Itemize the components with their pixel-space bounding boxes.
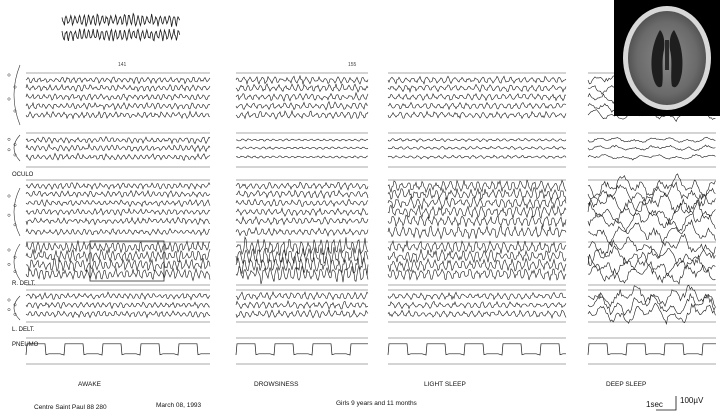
eeg-trace-light-sleep <box>388 188 566 200</box>
r-delt-label: R. DELT. <box>12 281 36 287</box>
eeg-trace-drowsiness <box>236 156 368 159</box>
amplitude-scale-label: 100µV <box>680 396 704 405</box>
eeg-trace-awake <box>26 85 210 92</box>
eeg-trace-drowsiness <box>236 76 368 84</box>
eeg-trace-light-sleep <box>388 112 566 119</box>
date-caption: March 08, 1993 <box>156 402 202 409</box>
eeg-trace-light-sleep <box>388 269 566 281</box>
eeg-trace-light-sleep <box>388 301 566 308</box>
eeg-trace-light-sleep <box>388 94 566 101</box>
eeg-trace-deep-sleep <box>588 262 715 284</box>
eeg-trace-light-sleep <box>388 139 566 142</box>
electrode-dot <box>8 98 10 100</box>
eeg-trace-drowsiness <box>236 292 368 300</box>
electrode-dot <box>8 299 10 301</box>
pneumo-trace-light-sleep <box>388 344 566 355</box>
eeg-trace-awake <box>26 311 210 318</box>
state-label-deep-sleep: DEEP SLEEP <box>606 381 647 388</box>
state-label-drowsiness: DROWSINESS <box>254 381 299 388</box>
eeg-trace-awake <box>26 191 210 198</box>
eeg-trace-drowsiness <box>236 139 368 141</box>
eeg-trace-light-sleep <box>388 197 566 210</box>
electrode-map-icon <box>14 135 20 161</box>
eeg-trace-light-sleep <box>388 241 566 254</box>
eeg-trace-light-sleep <box>388 215 566 227</box>
eeg-trace-deep-sleep <box>588 234 715 258</box>
electrode-map-icon <box>14 65 20 125</box>
electrode-dot <box>8 74 10 76</box>
inset-zoom-trace <box>62 14 180 27</box>
eeg-trace-awake <box>26 209 210 216</box>
eeg-trace-drowsiness <box>236 182 368 190</box>
state-label-light-sleep: LIGHT SLEEP <box>424 381 466 388</box>
electrode-dot <box>8 138 10 140</box>
eeg-trace-light-sleep <box>388 292 566 300</box>
page-marker-awake: 141 <box>118 62 127 68</box>
eeg-trace-drowsiness <box>236 228 368 236</box>
eeg-trace-deep-sleep <box>588 154 715 160</box>
eeg-trace-awake <box>26 241 210 254</box>
eeg-trace-drowsiness <box>236 93 368 101</box>
eeg-trace-drowsiness <box>236 208 368 216</box>
eeg-trace-deep-sleep <box>588 285 715 307</box>
eeg-trace-light-sleep <box>388 76 566 84</box>
electrode-dot <box>8 214 10 216</box>
eeg-trace-drowsiness <box>236 111 368 119</box>
electrode-dot <box>8 195 10 197</box>
eeg-trace-drowsiness <box>236 102 368 110</box>
electrode-map-icon <box>14 188 20 236</box>
eeg-trace-light-sleep <box>388 103 566 110</box>
centre-caption: Centre Saint Paul 88 280 <box>34 404 107 411</box>
eeg-trace-awake <box>26 217 210 224</box>
eeg-trace-awake <box>26 268 210 280</box>
eeg-trace-awake <box>26 144 210 152</box>
pneumo-trace-drowsiness <box>236 344 368 355</box>
eeg-trace-light-sleep <box>388 84 566 92</box>
eeg-trace-awake <box>26 200 210 207</box>
brain-ct-scan-image <box>614 0 720 116</box>
eeg-trace-drowsiness <box>236 199 368 206</box>
electrode-map-icon <box>14 244 20 280</box>
pneumo-trace-deep-sleep <box>588 344 716 355</box>
eeg-trace-awake <box>26 77 210 84</box>
eeg-trace-drowsiness <box>236 310 368 318</box>
eeg-trace-drowsiness <box>236 84 368 92</box>
oculo-label: OCULO <box>12 172 34 178</box>
eeg-trace-deep-sleep <box>588 245 715 266</box>
eeg-trace-awake <box>26 137 210 144</box>
inset-zoom-trace <box>62 29 180 41</box>
electrode-map-icon <box>14 296 20 320</box>
eeg-trace-deep-sleep <box>588 210 715 231</box>
eeg-trace-awake <box>26 94 210 101</box>
l-delt-label: L. DELT. <box>12 327 35 333</box>
state-label-awake: AWAKE <box>78 381 101 388</box>
page-marker-drowsiness: 155 <box>348 62 357 68</box>
eeg-trace-light-sleep <box>388 146 566 149</box>
time-scale-label: 1sec <box>646 400 663 409</box>
eeg-trace-light-sleep <box>388 155 566 159</box>
eeg-trace-deep-sleep <box>588 193 715 213</box>
eeg-trace-drowsiness <box>236 301 368 309</box>
eeg-trace-light-sleep <box>388 226 566 239</box>
eeg-trace-awake <box>26 183 210 190</box>
subject-caption: Girls 9 years and 11 months <box>336 400 417 407</box>
eeg-trace-awake <box>26 292 210 300</box>
eeg-trace-awake <box>26 229 210 236</box>
eeg-trace-awake <box>26 153 210 160</box>
eeg-trace-drowsiness <box>236 190 368 198</box>
eeg-trace-awake <box>26 302 210 308</box>
electrode-dot <box>8 308 10 310</box>
pneumo-label: PNEUMO <box>12 342 39 348</box>
pneumo-trace-awake <box>26 344 210 355</box>
electrode-dot <box>8 263 10 265</box>
eeg-trace-awake <box>26 103 210 110</box>
electrode-dot <box>8 249 10 251</box>
eeg-trace-drowsiness <box>236 147 368 150</box>
eeg-trace-awake <box>26 258 210 271</box>
eeg-trace-light-sleep <box>388 180 566 193</box>
eeg-trace-light-sleep <box>388 310 566 318</box>
eeg-trace-drowsiness <box>236 217 368 225</box>
electrode-dot <box>8 149 10 151</box>
eeg-trace-deep-sleep <box>588 145 715 151</box>
eeg-trace-deep-sleep <box>588 137 715 142</box>
eeg-trace-awake <box>26 111 210 118</box>
eeg-trace-deep-sleep <box>588 294 715 315</box>
